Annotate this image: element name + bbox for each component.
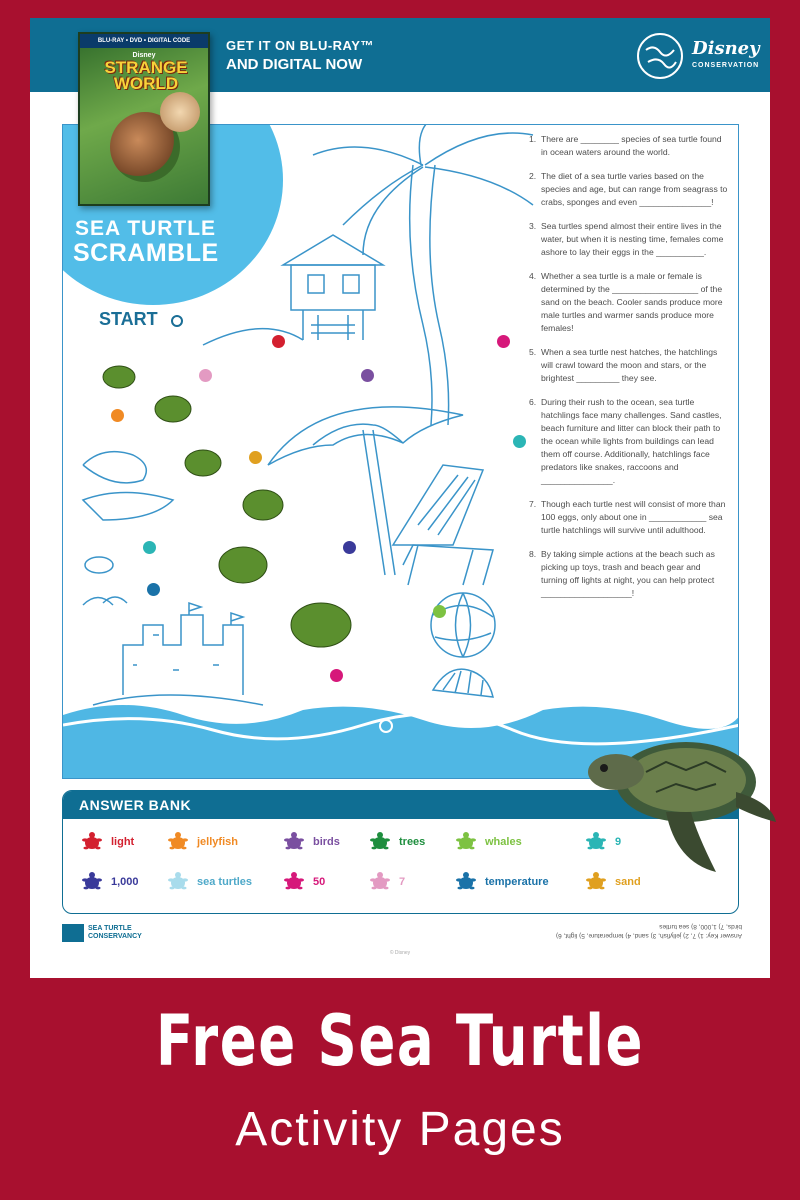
globe-icon — [634, 30, 686, 82]
dvd-character-art — [160, 92, 200, 132]
seashell-sketch — [433, 669, 493, 697]
question-number: 6. — [529, 397, 537, 407]
turtle-icon — [283, 831, 305, 853]
disney-wordmark: Disney — [692, 38, 760, 59]
answer-bank-item — [455, 831, 522, 853]
maze-dot[interactable] — [249, 451, 262, 464]
question-item — [529, 346, 729, 385]
answer-bank-item — [369, 871, 405, 893]
copyright-note: © Disney — [389, 950, 411, 956]
footer-subtitle: Activity Pages — [235, 1103, 565, 1156]
answer-bank-label: temperature — [485, 876, 549, 888]
maze-dot[interactable] — [111, 409, 124, 422]
beach-debris-sketch — [83, 452, 173, 605]
turtle-icon — [81, 871, 103, 893]
question-item — [529, 396, 729, 487]
answer-bank-title: ANSWER BANK — [63, 791, 738, 819]
banner-promo-line2: AND DIGITAL NOW — [226, 56, 363, 73]
answer-bank-label: birds — [313, 836, 340, 848]
answer-bank-item — [283, 831, 340, 853]
answer-bank-label: 50 — [313, 876, 326, 888]
maze-dot[interactable] — [330, 669, 343, 682]
turtle-logo-icon — [62, 924, 84, 942]
finish-marker — [379, 719, 393, 733]
turtle-icon — [283, 871, 305, 893]
question-item — [529, 220, 729, 259]
turtle-icon — [455, 831, 477, 853]
conservancy-line1: SEA TURTLE — [88, 925, 132, 932]
activity-title-line2: SCRAMBLE — [73, 239, 219, 267]
question-item — [529, 270, 729, 335]
maze-dot[interactable] — [497, 335, 510, 348]
question-number: 5. — [529, 347, 537, 357]
disney-conservation-logo — [634, 30, 760, 82]
answer-bank-item — [369, 831, 425, 853]
maze-dot[interactable] — [433, 605, 446, 618]
hatchling-turtles — [103, 366, 351, 647]
question-number: 3. — [529, 221, 537, 231]
maze-dot[interactable] — [199, 369, 212, 382]
question-number: 1. — [529, 134, 537, 144]
question-item — [529, 133, 729, 159]
answer-bank-item — [167, 831, 238, 853]
answer-bank-label: jellyfish — [197, 836, 238, 848]
banner-promo-line1: GET IT ON BLU-RAY™ — [226, 38, 374, 53]
turtle-icon — [369, 871, 391, 893]
dvd-brand: Disney — [132, 52, 156, 59]
question-text: Whether a sea turtle is a male or female is determined by the __________________ of the sand on the beach. Cooler sands produce more male turtles and warmer sands produce more females! — [541, 271, 723, 333]
dvd-cover-image — [78, 32, 210, 206]
maze-dot[interactable] — [513, 435, 526, 448]
turtle-icon — [81, 831, 103, 853]
answer-bank-label: sand — [615, 876, 641, 888]
question-text: By taking simple actions at the beach such as picking up toys, trash and beach gear and turning off lights at night, you can help protect ___________________! — [541, 549, 715, 598]
maze-play-area — [62, 124, 739, 779]
question-text: Sea turtles spend almost their entire lives in the water, but when it is nesting time, females come ashore to lay their eggs in the __________. — [541, 221, 724, 257]
sea-turtle-photo — [576, 722, 776, 872]
start-label: START — [99, 309, 158, 329]
turtle-icon — [167, 831, 189, 853]
answer-bank-label: 7 — [399, 876, 406, 888]
maze-dot[interactable] — [361, 369, 374, 382]
beach-ball-sketch — [431, 593, 495, 657]
question-number: 8. — [529, 549, 537, 559]
beach-umbrella-sketch — [268, 407, 463, 575]
question-number: 7. — [529, 499, 537, 509]
conservancy-line2: CONSERVANCY — [88, 933, 142, 940]
footer-title: Free Sea Turtle — [155, 1000, 645, 1082]
maze-dot[interactable] — [272, 335, 285, 348]
answer-bank-label: 1,000 — [111, 876, 139, 888]
question-number: 4. — [529, 271, 537, 281]
question-text: The diet of a sea turtle varies based on the species and age, but can range from seagrass to crabs, sponges and even _______________! — [541, 171, 728, 207]
dvd-format-bar: BLU-RAY • DVD • DIGITAL CODE — [80, 34, 208, 48]
question-list — [529, 133, 729, 611]
answer-bank-item — [283, 871, 325, 893]
sea-turtle-conservancy-logo — [62, 924, 142, 942]
question-text: During their rush to the ocean, sea turtle hatchlings face many challenges. Sand castles, beach furniture and litter can block their path to the ocean while lights from buildings can lead them off course. Additionally, hatchlings face predators like snakes, raccoons and _______________. — [541, 397, 722, 485]
turtle-icon — [167, 871, 189, 893]
dvd-title: STRANGE WORLD — [104, 58, 188, 93]
maze-dot[interactable] — [343, 541, 356, 554]
question-item — [529, 170, 729, 209]
answer-bank-item — [585, 871, 641, 893]
question-text: When a sea turtle nest hatches, the hatchlings will crawl toward the moon and stars, or the brightest _________ they see. — [541, 347, 718, 383]
turtle-icon — [585, 871, 607, 893]
answer-bank-label: whales — [485, 836, 522, 848]
answer-bank-item — [81, 831, 134, 853]
answer-bank-item — [455, 871, 549, 893]
maze-dot[interactable] — [147, 583, 160, 596]
question-text: There are ________ species of sea turtle found in ocean waters around the world. — [541, 134, 722, 157]
answer-bank-item — [167, 871, 252, 893]
maze-dot[interactable] — [143, 541, 156, 554]
turtle-icon — [369, 831, 391, 853]
answer-bank-item — [81, 871, 139, 893]
question-text: Though each turtle nest will consist of more than 100 eggs, only about one in ____________ sea turtle hatchlings will survive until adulthood. — [541, 499, 726, 535]
conservation-wordmark: CONSERVATION — [692, 62, 760, 69]
answer-bank-label: sea turtles — [197, 876, 253, 888]
answer-bank-label: trees — [399, 836, 426, 848]
question-item — [529, 548, 729, 600]
beach-chair-sketch — [393, 465, 493, 585]
activity-title-line1: SEA TURTLE — [75, 217, 217, 240]
sandcastle-sketch — [93, 603, 263, 705]
beach-hut-sketch — [203, 235, 383, 345]
turtle-icon — [455, 871, 477, 893]
answer-key: Answer Key: 1) 7, 2) jellyfish, 3) sand, 4) temperature, 5) light, 6) birds, 7) 1,000, 8) sea turtles — [555, 923, 742, 939]
question-item — [529, 498, 729, 537]
answer-bank-label: light — [111, 836, 135, 848]
answer-bank-label: 9 — [615, 836, 622, 848]
question-number: 2. — [529, 171, 537, 181]
